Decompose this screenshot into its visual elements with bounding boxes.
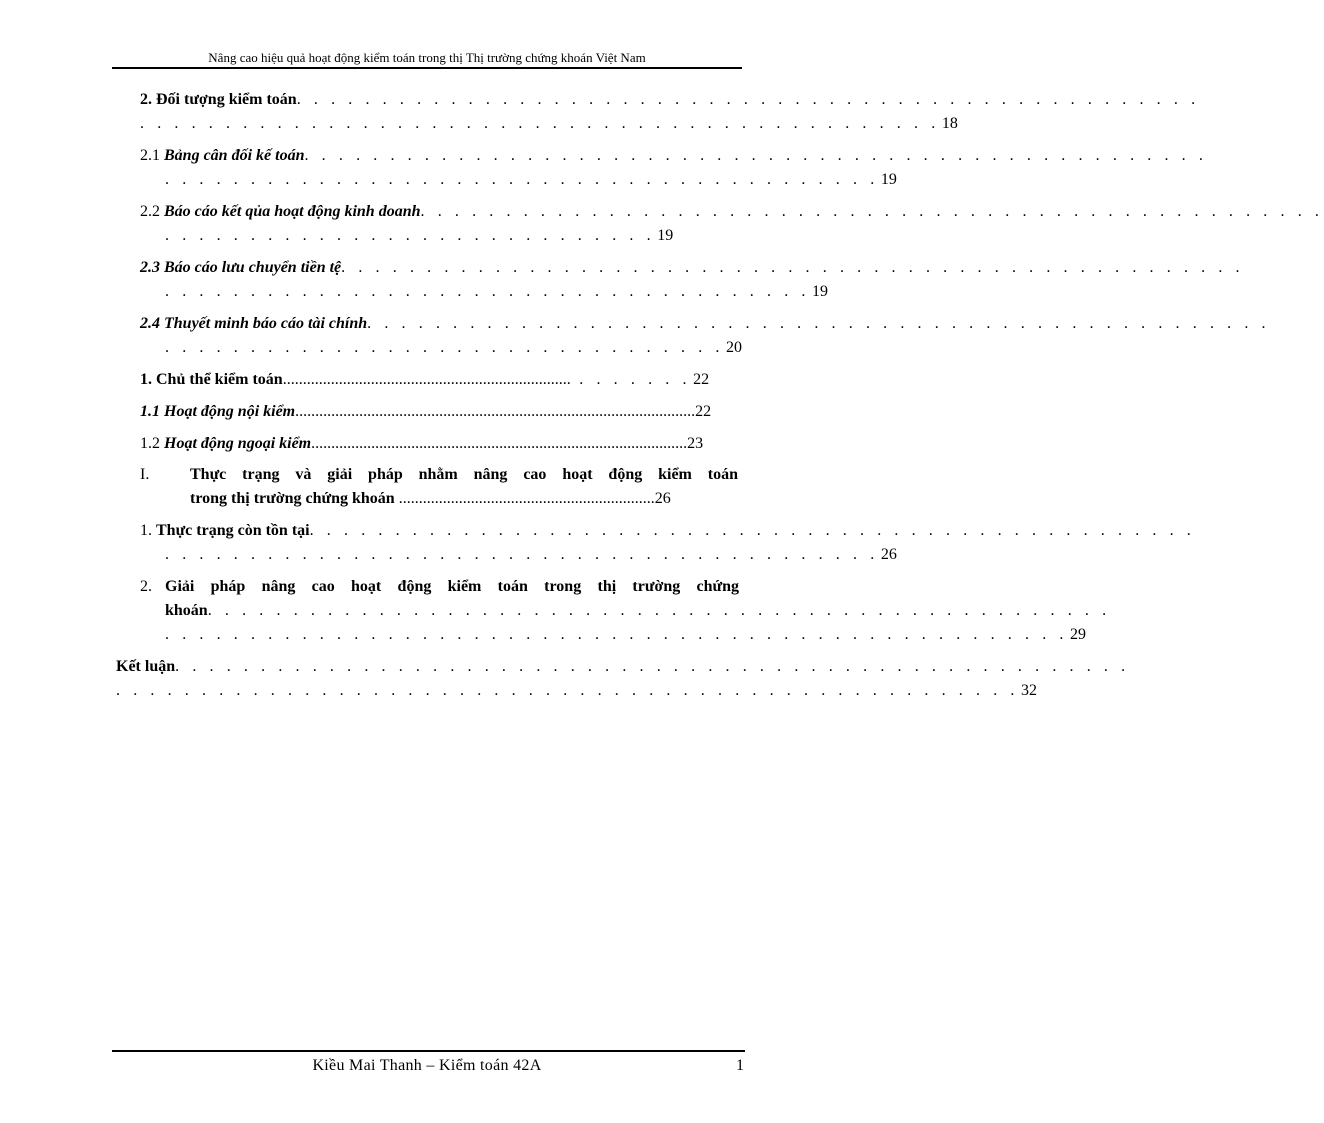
toc-entry-label: 2.3 Báo cáo lưu chuyển tiền tệ [140, 259, 342, 276]
toc-page-number: 26 [654, 490, 671, 507]
toc-entry-11-cont2: . . . . . . . . . . . . . . . . . . . . . . . . . . . . . . . . . . . . . . . . . . . . . . . . . . . . . 29 [165, 626, 1086, 643]
toc-page-number: 18 [941, 115, 958, 132]
toc-entry-3[interactable]: 2.2 Báo cáo kết qủa hoạt động kinh doanh. . . . . . . . . . . . . . . . . . . . . . . . . . . . . . . . . . . . . . . . . . . . . . . . . . . . . [140, 203, 1324, 220]
toc-entry-number: 1.2 [140, 435, 160, 452]
toc-page-number: 29 [1070, 626, 1086, 643]
toc-entry-number: 1. [140, 522, 152, 539]
toc-page-number: 22 [693, 371, 710, 388]
toc-page-number: 19 [657, 227, 674, 244]
toc-entry-11[interactable]: Giải pháp nâng cao hoạt động kiểm toán trong thị trường chứng [165, 578, 739, 595]
toc-entry-6[interactable]: 1. Chủ thể kiểm toán........................................................................ . . . . . . . 22 [140, 371, 710, 388]
toc-entry-12[interactable]: Kết luận. . . . . . . . . . . . . . . . . . . . . . . . . . . . . . . . . . . . . . . . . . . . . . . . . . . . . . . . [116, 658, 1130, 675]
toc-entry-label: Kết luận [116, 658, 176, 675]
toc-page-number: 20 [726, 339, 742, 356]
toc-page-number: 23 [687, 435, 704, 452]
toc-entry-number: 2.1 [140, 147, 160, 164]
toc-entry-10[interactable]: 1. Thực trạng còn tồn tại. . . . . . . . . . . . . . . . . . . . . . . . . . . . . . . . . . . . . . . . . . . . . . . . . . . . [140, 522, 1196, 539]
toc-entry-label: Báo cáo kết qủa hoạt động kinh doanh [164, 203, 421, 220]
toc-entry-1[interactable]: 2. Đối tượng kiểm toán. . . . . . . . . . . . . . . . . . . . . . . . . . . . . . . . . . . . . . . . . . . . . . . . . . . . . [140, 91, 1200, 108]
toc-entry-3-cont: . . . . . . . . . . . . . . . . . . . . . . . . . . . . . 19 [165, 227, 674, 244]
toc-entry-label: 1.1 Hoạt động nội kiểm [140, 403, 296, 420]
footer-author: Kiều Mai Thanh – Kiểm toán 42A [312, 1057, 542, 1074]
toc-entry-8[interactable]: 1.2 Hoạt động ngoại kiểm..............................................................................................23 [140, 435, 704, 452]
running-header: Nâng cao hiệu quả hoạt động kiểm toán trong thị Thị trường chứng khoán Việt Nam [208, 50, 646, 65]
toc-entry-9[interactable]: Thực trạng và giải pháp nhằm nâng cao hoạt động kiểm toán [190, 466, 738, 483]
toc-entry-label: khoán [165, 602, 208, 619]
toc-entry-4-cont: . . . . . . . . . . . . . . . . . . . . . . . . . . . . . . . . . . . . . . 19 [165, 283, 828, 300]
toc-entry-number: 2.2 [140, 203, 160, 220]
toc-entry-9-cont: trong thị trường chứng khoán ................................................................26 [190, 490, 671, 507]
toc-entry-11-cont: khoán. . . . . . . . . . . . . . . . . . . . . . . . . . . . . . . . . . . . . . . . . . . . . . . . . . . . . [165, 602, 1111, 619]
toc-entry-1-cont: . . . . . . . . . . . . . . . . . . . . . . . . . . . . . . . . . . . . . . . . . . . . . . . 18 [140, 115, 958, 132]
toc-entry-9-roman: I. [140, 466, 150, 483]
toc-page-number: 32 [1021, 682, 1037, 699]
toc-entry-11-number: 2. [140, 578, 152, 595]
toc-entry-10-cont: . . . . . . . . . . . . . . . . . . . . . . . . . . . . . . . . . . . . . . . . . . 26 [165, 546, 897, 563]
toc-entry-label: Bảng cân đối kế toán [164, 147, 305, 164]
toc-entry-label: trong thị trường chứng khoán [190, 490, 395, 507]
toc-page-number: 19 [812, 283, 828, 300]
toc-entry-label: Thực trạng còn tồn tại [156, 522, 310, 539]
toc-entry-label: Hoạt động ngoại kiểm [164, 435, 312, 452]
toc-entry-label: 2. Đối tượng kiểm toán [140, 91, 297, 108]
toc-entry-2-cont: . . . . . . . . . . . . . . . . . . . . . . . . . . . . . . . . . . . . . . . . . . 19 [165, 171, 897, 188]
footer-rule [112, 1050, 745, 1052]
header-rule [112, 67, 742, 69]
toc-entry-4[interactable]: 2.3 Báo cáo lưu chuyển tiền tệ. . . . . . . . . . . . . . . . . . . . . . . . . . . . . . . . . . . . . . . . . . . . . . . . . . . . . [140, 259, 1245, 276]
toc-entry-label: 2.4 Thuyết minh báo cáo tài chính [140, 315, 368, 332]
toc-page-number: 19 [880, 171, 897, 188]
toc-entry-7[interactable]: 1.1 Hoạt động nội kiểm....................................................................................................22 [140, 403, 712, 420]
toc-entry-5-cont: . . . . . . . . . . . . . . . . . . . . . . . . . . . . . . . . . 20 [165, 339, 742, 356]
toc-entry-12-cont: . . . . . . . . . . . . . . . . . . . . . . . . . . . . . . . . . . . . . . . . . . . . . . . . . . . . . 32 [116, 682, 1037, 699]
toc-entry-label: 1. Chủ thể kiểm toán [140, 371, 283, 388]
footer-page-number: 1 [736, 1057, 744, 1074]
toc-page-number: 22 [695, 403, 712, 420]
toc-entry-2[interactable]: 2.1 Bảng cân đối kế toán. . . . . . . . . . . . . . . . . . . . . . . . . . . . . . . . . . . . . . . . . . . . . . . . . . . . . [140, 147, 1208, 164]
toc-page-number: 26 [880, 546, 897, 563]
toc-entry-5[interactable]: 2.4 Thuyết minh báo cáo tài chính. . . . . . . . . . . . . . . . . . . . . . . . . . . . . . . . . . . . . . . . . . . . . . . . . . . . . [140, 315, 1271, 332]
